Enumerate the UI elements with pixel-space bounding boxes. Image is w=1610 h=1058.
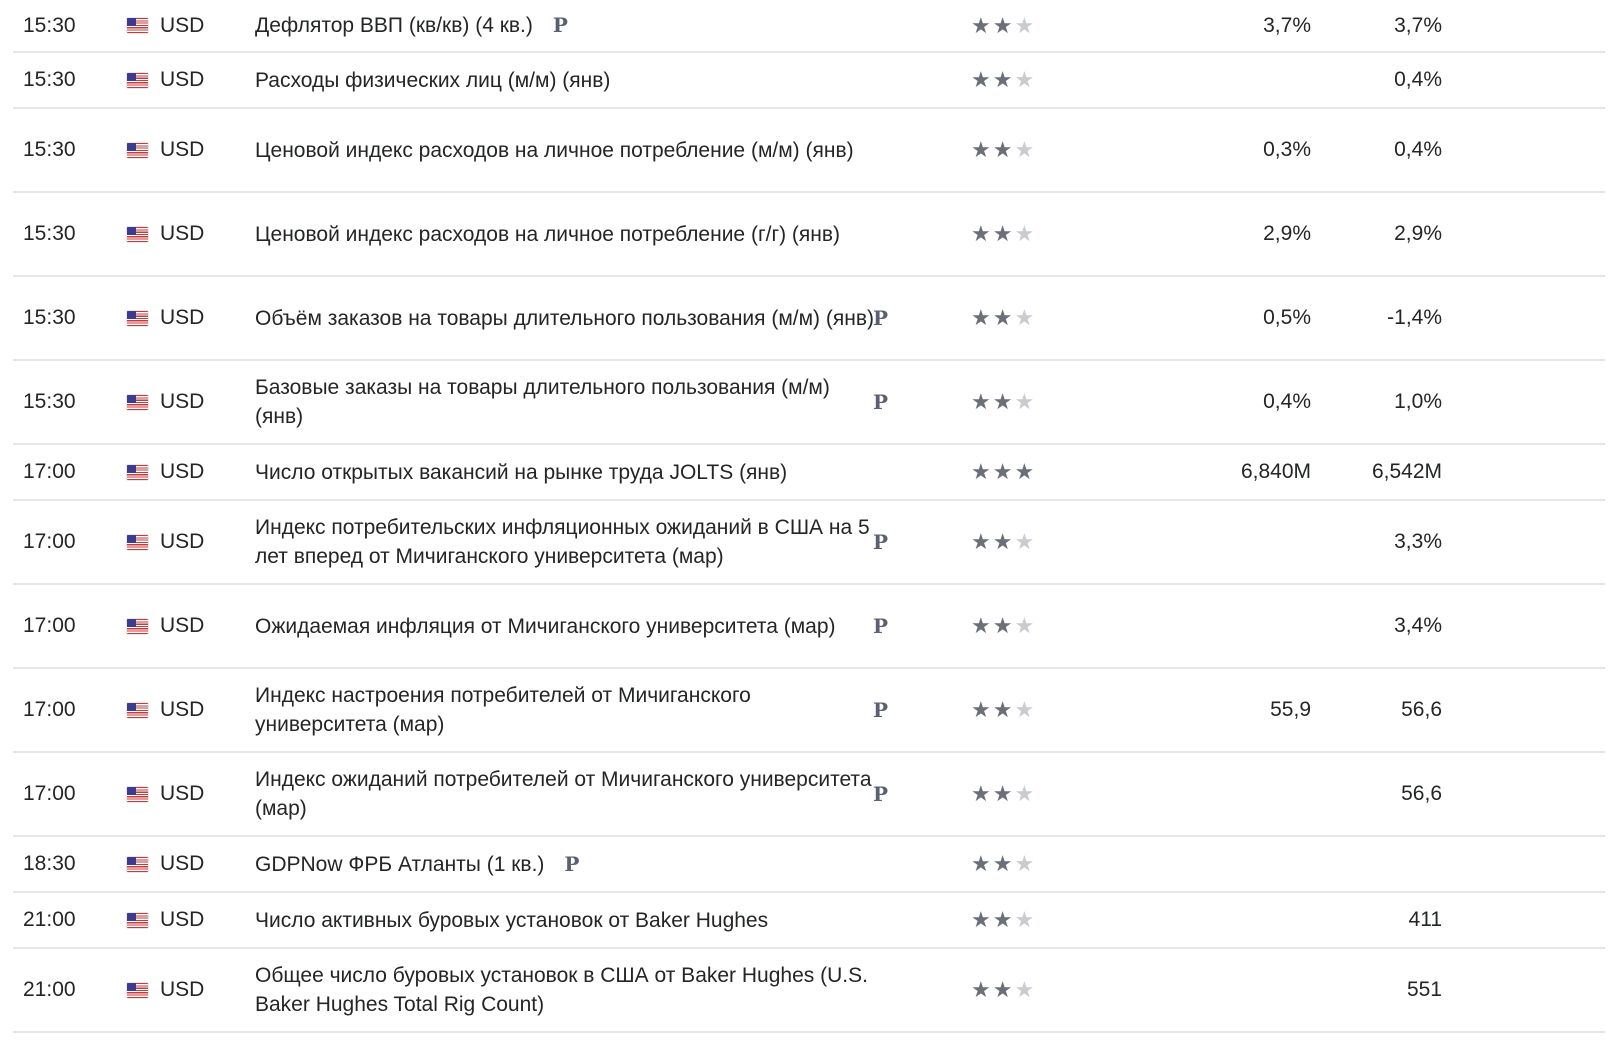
- star-icon: ★: [1014, 851, 1037, 876]
- currency-code: USD: [160, 698, 205, 721]
- previous-value: 0,4%: [1394, 68, 1442, 91]
- star-icon: ★: [971, 67, 993, 92]
- forecast-value: [1173, 53, 1311, 107]
- calendar-row[interactable]: [13, 445, 1605, 501]
- event-name[interactable]: GDPNow ФРБ Атланты (1 кв.): [255, 852, 545, 876]
- star-icon: ★: [971, 697, 993, 722]
- preliminary-badge: P: [552, 13, 568, 37]
- previous-value: 551: [1406, 978, 1442, 1001]
- event-name[interactable]: Индекс потребительских инфляционных ожиданий в США на 5 лет вперед от Мичиганского университета (мар): [255, 516, 870, 568]
- event-name-cell[interactable]: [255, 501, 875, 583]
- star-icon: ★: [992, 851, 1015, 876]
- previous-value: 3,4%: [1394, 614, 1442, 637]
- star-icon: ★: [1014, 697, 1037, 722]
- preliminary-badge: P: [873, 530, 889, 554]
- currency-cell: [127, 0, 237, 51]
- star-icon: ★: [971, 389, 993, 414]
- event-name[interactable]: Общее число буровых установок в США от Baker Hughes (U.S. Baker Hughes Total Rig Count): [255, 964, 868, 1016]
- currency-cell: [127, 753, 237, 835]
- calendar-row[interactable]: [13, 53, 1605, 109]
- importance-stars: [971, 277, 1051, 359]
- importance-stars: [971, 669, 1051, 751]
- currency-cell: [127, 277, 237, 359]
- importance-stars: [971, 585, 1051, 667]
- importance-stars: [971, 837, 1051, 891]
- importance-stars: [971, 949, 1051, 1031]
- previous-value: [1313, 837, 1442, 891]
- us-flag-icon: [127, 465, 148, 480]
- importance-stars: [971, 501, 1051, 583]
- event-name[interactable]: Ожидаемая инфляция от Мичиганского университета (мар): [255, 614, 836, 638]
- currency-cell: [127, 893, 237, 947]
- forecast-value: [1173, 501, 1311, 583]
- event-time: 15:30: [23, 68, 76, 91]
- currency-code: USD: [160, 978, 205, 1001]
- currency-code: USD: [160, 908, 205, 931]
- star-icon: ★: [992, 697, 1015, 722]
- event-time: 21:00: [23, 908, 76, 931]
- importance-stars: [971, 753, 1051, 835]
- us-flag-icon: [127, 983, 148, 998]
- event-time: 15:30: [23, 13, 76, 37]
- star-icon: ★: [971, 781, 993, 806]
- calendar-row[interactable]: [13, 949, 1605, 1033]
- star-icon: ★: [992, 389, 1015, 414]
- us-flag-icon: [127, 703, 148, 718]
- currency-code: USD: [160, 138, 205, 161]
- currency-code: USD: [160, 460, 205, 483]
- forecast-value: 0,5%: [1263, 306, 1311, 329]
- calendar-row[interactable]: [13, 277, 1605, 361]
- us-flag-icon: [127, 73, 148, 88]
- star-icon: ★: [1014, 977, 1037, 1002]
- us-flag-icon: [127, 857, 148, 872]
- previous-value: 3,3%: [1394, 530, 1442, 553]
- event-time: 17:00: [23, 530, 76, 553]
- forecast-value: 6,840M: [1240, 460, 1311, 483]
- star-icon: ★: [992, 529, 1015, 554]
- star-icon: ★: [971, 12, 993, 38]
- star-icon: ★: [1014, 137, 1037, 162]
- event-name-cell[interactable]: [255, 53, 875, 107]
- previous-value: 1,0%: [1394, 390, 1442, 413]
- currency-code: USD: [160, 614, 205, 637]
- star-icon: ★: [992, 459, 1015, 484]
- currency-cell: [127, 669, 237, 751]
- star-icon: ★: [992, 12, 1015, 38]
- star-icon: ★: [992, 907, 1015, 932]
- star-icon: ★: [1014, 781, 1037, 806]
- previous-value: 56,6: [1401, 782, 1442, 805]
- calendar-row[interactable]: [13, 669, 1605, 753]
- previous-value: 3,7%: [1394, 13, 1442, 37]
- event-time: 17:00: [23, 782, 76, 805]
- event-time: 21:00: [23, 978, 76, 1001]
- us-flag-icon: [127, 227, 148, 242]
- event-name[interactable]: Число активных буровых установок от Baker Hughes: [255, 908, 769, 932]
- us-flag-icon: [127, 18, 148, 33]
- event-name[interactable]: Дефлятор ВВП (кв/кв) (4 кв.): [255, 14, 533, 37]
- currency-cell: [127, 361, 237, 443]
- economic-calendar-table: [13, 0, 1605, 1033]
- importance-stars: [971, 109, 1051, 191]
- previous-value: 0,4%: [1394, 138, 1442, 161]
- currency-code: USD: [160, 68, 205, 91]
- star-icon: ★: [971, 137, 993, 162]
- event-name-cell[interactable]: [255, 109, 875, 191]
- event-name-cell[interactable]: [255, 753, 875, 835]
- currency-code: USD: [160, 530, 205, 553]
- currency-cell: [127, 501, 237, 583]
- event-name-cell[interactable]: [255, 669, 875, 751]
- event-name-cell[interactable]: [255, 837, 875, 891]
- event-time: 18:30: [23, 852, 76, 875]
- star-icon: ★: [971, 529, 993, 554]
- us-flag-icon: [127, 395, 148, 410]
- star-icon: ★: [992, 305, 1015, 330]
- preliminary-badge: P: [873, 698, 889, 722]
- importance-stars: [971, 193, 1051, 275]
- calendar-row[interactable]: [13, 109, 1605, 193]
- preliminary-badge: P: [873, 782, 889, 806]
- currency-code: USD: [160, 852, 205, 875]
- calendar-row[interactable]: [13, 0, 1605, 53]
- star-icon: ★: [1014, 221, 1037, 246]
- star-icon: ★: [971, 305, 993, 330]
- forecast-value: 2,9%: [1263, 222, 1311, 245]
- us-flag-icon: [127, 787, 148, 802]
- calendar-row[interactable]: [13, 361, 1605, 445]
- event-name[interactable]: Индекс ожиданий потребителей от Мичиганского университета (мар): [255, 768, 872, 820]
- star-icon: ★: [992, 613, 1015, 638]
- event-name[interactable]: Расходы физических лиц (м/м) (янв): [255, 68, 611, 92]
- calendar-row[interactable]: [13, 193, 1605, 277]
- star-icon: ★: [992, 781, 1015, 806]
- event-name[interactable]: Ценовой индекс расходов на личное потребление (г/г) (янв): [255, 222, 841, 246]
- forecast-value: 3,7%: [1263, 13, 1311, 37]
- currency-code: USD: [160, 390, 205, 413]
- star-icon: ★: [1014, 67, 1037, 92]
- currency-cell: [127, 193, 237, 275]
- importance-stars: [971, 53, 1051, 107]
- star-icon: ★: [971, 459, 993, 484]
- preliminary-badge: P: [873, 306, 889, 330]
- event-time: 15:30: [23, 306, 76, 329]
- star-icon: ★: [992, 67, 1015, 92]
- event-time: 15:30: [23, 138, 76, 161]
- currency-code: USD: [160, 222, 205, 245]
- importance-stars: [971, 893, 1051, 947]
- star-icon: ★: [971, 221, 993, 246]
- star-icon: ★: [1014, 907, 1037, 932]
- us-flag-icon: [127, 535, 148, 550]
- forecast-value: [1173, 949, 1311, 1031]
- currency-code: USD: [160, 782, 205, 805]
- star-icon: ★: [1014, 305, 1037, 330]
- star-icon: ★: [992, 137, 1015, 162]
- forecast-value: 0,4%: [1263, 390, 1311, 413]
- preliminary-badge: P: [564, 851, 580, 876]
- star-icon: ★: [1014, 459, 1037, 484]
- event-name-cell[interactable]: [255, 893, 875, 947]
- calendar-row[interactable]: [13, 585, 1605, 669]
- currency-cell: [127, 445, 237, 499]
- importance-stars: [971, 445, 1051, 499]
- forecast-value: [1173, 837, 1311, 891]
- event-name-cell[interactable]: [255, 949, 875, 1031]
- event-name-cell[interactable]: [255, 193, 875, 275]
- event-name[interactable]: Объём заказов на товары длительного пользования (м/м) (янв): [255, 306, 874, 330]
- currency-cell: [127, 109, 237, 191]
- currency-code: USD: [160, 306, 205, 329]
- currency-cell: [127, 585, 237, 667]
- forecast-value: [1173, 753, 1311, 835]
- star-icon: ★: [992, 221, 1015, 246]
- previous-value: 6,542M: [1371, 460, 1442, 483]
- event-name-cell[interactable]: [255, 277, 875, 359]
- event-time: 17:00: [23, 698, 76, 721]
- event-name[interactable]: Ценовой индекс расходов на личное потребление (м/м) (янв): [255, 138, 854, 162]
- event-time: 15:30: [23, 390, 76, 413]
- forecast-value: [1173, 585, 1311, 667]
- star-icon: ★: [971, 851, 993, 876]
- star-icon: ★: [971, 613, 993, 638]
- importance-stars: [971, 0, 1051, 51]
- calendar-row[interactable]: [13, 837, 1605, 893]
- previous-value: 411: [1408, 908, 1442, 931]
- currency-cell: [127, 837, 237, 891]
- forecast-value: 55,9: [1270, 698, 1311, 721]
- importance-stars: [971, 361, 1051, 443]
- forecast-value: 0,3%: [1263, 138, 1311, 161]
- us-flag-icon: [127, 619, 148, 634]
- previous-value: 56,6: [1401, 698, 1442, 721]
- event-time: 15:30: [23, 222, 76, 245]
- preliminary-badge: P: [873, 390, 889, 414]
- calendar-row[interactable]: [13, 753, 1605, 837]
- event-name[interactable]: Индекс настроения потребителей от Мичиганского университета (мар): [255, 684, 751, 736]
- calendar-row[interactable]: [13, 893, 1605, 949]
- currency-cell: [127, 53, 237, 107]
- currency-cell: [127, 949, 237, 1031]
- event-name-cell[interactable]: [255, 445, 875, 499]
- currency-code: USD: [160, 13, 205, 37]
- star-icon: ★: [1014, 613, 1037, 638]
- star-icon: ★: [971, 977, 993, 1002]
- event-time: 17:00: [23, 460, 76, 483]
- event-name[interactable]: Число открытых вакансий на рынке труда JOLTS (янв): [255, 460, 788, 484]
- event-name[interactable]: Базовые заказы на товары длительного пользования (м/м) (янв): [255, 376, 830, 428]
- us-flag-icon: [127, 311, 148, 326]
- event-name-cell[interactable]: [255, 585, 875, 667]
- previous-value: 2,9%: [1394, 222, 1442, 245]
- forecast-value: [1173, 893, 1311, 947]
- us-flag-icon: [127, 143, 148, 158]
- star-icon: ★: [1014, 12, 1037, 38]
- event-name-cell[interactable]: [255, 361, 875, 443]
- preliminary-badge: P: [873, 614, 889, 638]
- calendar-row[interactable]: [13, 501, 1605, 585]
- star-icon: ★: [971, 907, 993, 932]
- event-time: 17:00: [23, 614, 76, 637]
- star-icon: ★: [992, 977, 1015, 1002]
- previous-value: -1,4%: [1387, 306, 1442, 329]
- star-icon: ★: [1014, 529, 1037, 554]
- event-name-cell[interactable]: [255, 0, 875, 51]
- star-icon: ★: [1014, 389, 1037, 414]
- us-flag-icon: [127, 913, 148, 928]
